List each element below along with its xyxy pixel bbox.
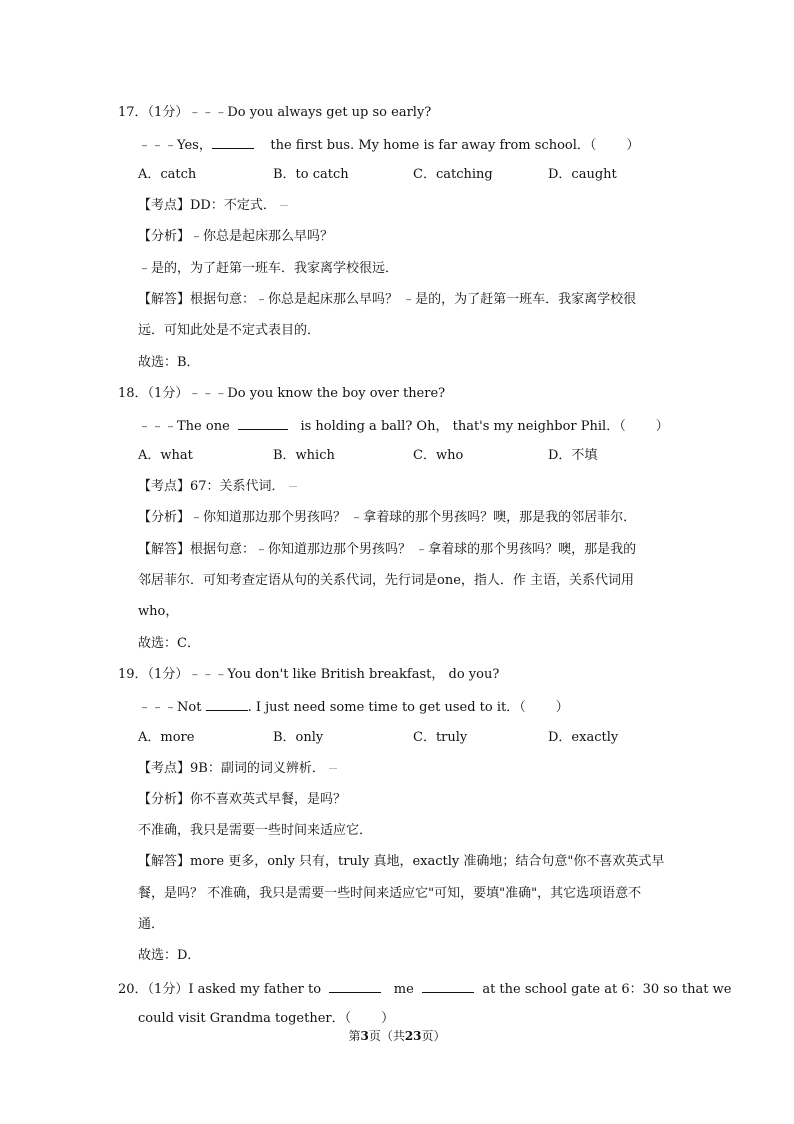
q18-sentence-end: is holding a ball? Oh， that's my neighbor Phil．（ <box>300 419 626 434</box>
q17-jieda-1: 【解答】根据句意：﹣你总是起床那么早吗？ ﹣是的，为了赶第一班车．我家离学校很 <box>138 292 637 307</box>
q17-answer: 故选：B． <box>138 355 200 370</box>
q19-option-a: A．more <box>138 730 195 745</box>
footer-total-pages: 23 <box>404 1029 422 1043</box>
q19-kaodian <box>138 760 337 778</box>
footer-prefix: 第 <box>348 1029 361 1043</box>
q18-stem: 18．（1分）﹣﹣﹣Do you know the boy over there? <box>118 386 446 401</box>
scan-mark <box>329 768 337 769</box>
q19-option-d: D．exactly <box>548 730 619 745</box>
q19-jieda-1: 【解答】more 更多，only 只有，truly 真地，exactly 准确地；结合句意"你不喜欢英式早 <box>138 854 665 869</box>
q17-kaodian-text: 【考点】DD：不定式． <box>138 198 276 213</box>
q17-sentence-start: ﹣﹣﹣Yes， <box>138 138 212 153</box>
q18-close-paren: ） <box>655 419 669 434</box>
q18-option-a: A．what <box>138 448 193 463</box>
q20-stem-start: 20．（1分）I asked my father to <box>118 982 322 997</box>
q17-option-d: D．caught <box>548 167 617 182</box>
q19-stem: 19．（1分）﹣﹣﹣You don't like British breakfast， do you? <box>118 667 500 682</box>
q18-blank <box>238 416 288 430</box>
q17-fenxi-2: ﹣是的，为了赶第一班车．我家离学校很远． <box>138 261 399 276</box>
q20-blank-1 <box>329 979 381 993</box>
q17-option-a: A．catch <box>138 167 197 182</box>
q17-option-c: C．catching <box>413 167 493 182</box>
scan-mark <box>280 205 288 206</box>
q17-sentence-end: the first bus. My home is far away from school．（ <box>270 138 597 153</box>
q18-sentence <box>138 416 669 436</box>
q19-jieda-3: 通． <box>138 917 165 932</box>
q20-stem-mid: me <box>393 982 414 997</box>
q17-close-paren: ） <box>626 138 640 153</box>
q19-sentence <box>138 697 569 717</box>
scan-mark <box>289 486 297 487</box>
q20-blank-2 <box>422 979 474 993</box>
q18-answer: 故选：C． <box>138 636 200 651</box>
q20-close-paren: ） <box>381 1011 395 1026</box>
q19-jieda-2: 餐，是吗？ 不准确，我只是需要一些时间来适应它"可知，要填"准确"，其它选项语意不 <box>138 886 642 901</box>
page-footer <box>0 1028 794 1044</box>
q18-option-b: B．which <box>273 448 335 463</box>
q17-option-b: B．to catch <box>273 167 349 182</box>
q18-option-d: D．不填 <box>548 448 598 463</box>
q17-jieda-2: 远．可知此处是不定式表目的． <box>138 323 321 338</box>
q18-sentence-start: ﹣﹣﹣The one <box>138 419 230 434</box>
q20-stem-end: at the school gate at 6：30 so that we <box>482 982 732 997</box>
q17-stem: 17．（1分）﹣﹣﹣Do you always get up so early? <box>118 105 432 120</box>
q19-fenxi: 【分析】你不喜欢英式早餐，是吗？ <box>138 792 347 807</box>
q19-option-b: B．only <box>273 730 324 745</box>
q19-kaodian-text: 【考点】9B：副词的词义辨析． <box>138 761 325 776</box>
q19-fenxi-2: 不准确，我只是需要一些时间来适应它． <box>138 823 373 838</box>
q17-sentence <box>138 135 639 155</box>
q18-option-c: C．who <box>413 448 464 463</box>
q18-kaodian-text: 【考点】67：关系代词． <box>138 479 285 494</box>
footer-page-number: 3 <box>360 1029 369 1043</box>
q17-blank <box>212 135 254 149</box>
q18-jieda-2: 邻居菲尔．可知考查定语从句的关系代词，先行词是one，指人．作 主语，关系代词用 <box>138 573 635 588</box>
footer-middle: 页（共 <box>368 1029 405 1043</box>
q19-close-paren: ） <box>555 700 569 715</box>
q18-kaodian <box>138 478 297 496</box>
q19-answer: 故选：D． <box>138 948 201 963</box>
q18-jieda-1: 【解答】根据句意：﹣你知道那边那个男孩吗？ ﹣拿着球的那个男孩吗？噢，那是我的 <box>138 542 637 557</box>
q20-stem <box>118 979 731 999</box>
q18-jieda-3: who， <box>138 604 179 619</box>
q19-sentence-end: . I just need some time to get used to it．（ <box>247 700 526 715</box>
q19-blank <box>206 697 248 711</box>
q17-kaodian <box>138 197 288 215</box>
q20-line-2 <box>138 1010 394 1028</box>
q19-sentence-start: ﹣﹣﹣Not <box>138 700 202 715</box>
q17-fenxi: 【分析】﹣你总是起床那么早吗？ <box>138 229 334 244</box>
q20-line-2-text: could visit Grandma together．（ <box>138 1011 352 1026</box>
q18-fenxi: 【分析】﹣你知道那边那个男孩吗？ ﹣拿着球的那个男孩吗？噢，那是我的邻居菲尔． <box>138 510 637 525</box>
footer-suffix: 页） <box>421 1029 446 1043</box>
q19-option-c: C．truly <box>413 730 468 745</box>
